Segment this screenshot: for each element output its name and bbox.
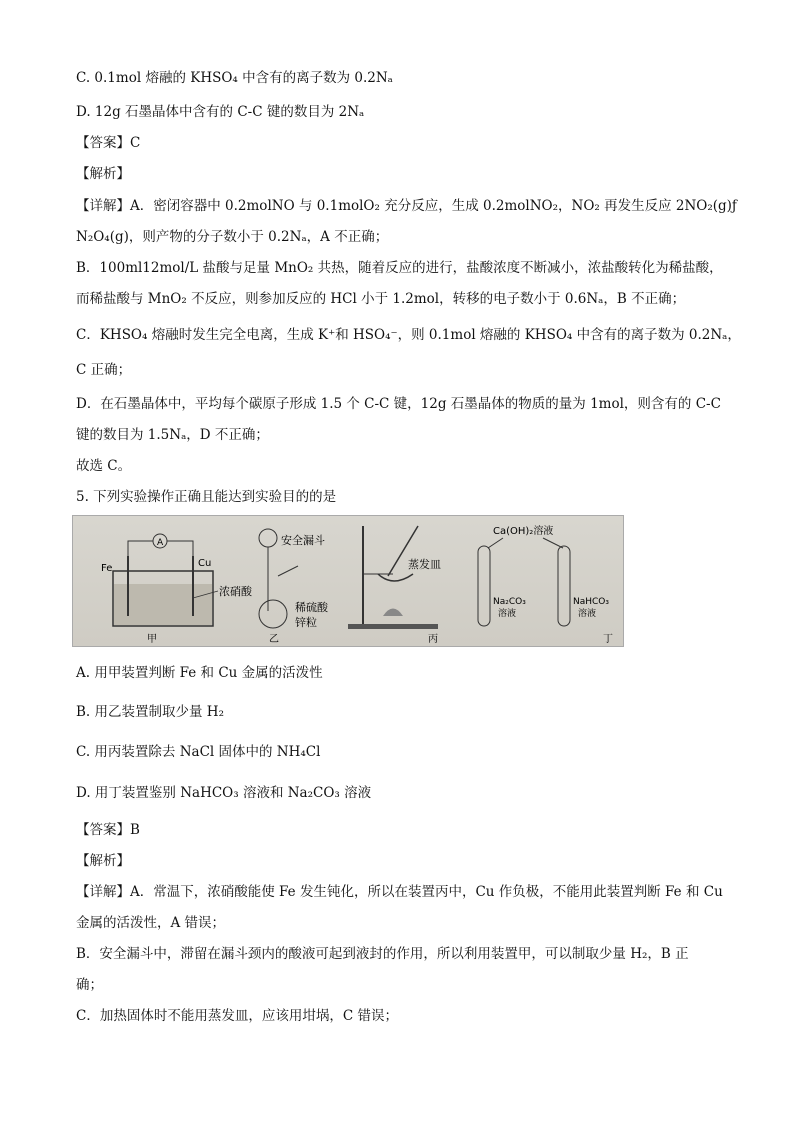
zinc-label: 锌粒	[295, 616, 317, 629]
dropper-2	[543, 538, 563, 548]
fe-label: Fe	[101, 563, 113, 574]
detail2-b-1: B．安全漏斗中，滞留在漏斗颈内的酸液可起到液封的作用，所以利用装置甲，可以制取少量 H₂，B 正	[76, 946, 689, 962]
detail-b-1: B．100ml12mol/L 盐酸与足量 MnO₂ 共热，随着反应的进行，盐酸浓度不断减小，浓盐酸转化为稀盐酸，	[76, 260, 723, 276]
detail-c-1: C．KHSO₄ 熔融时发生完全电离，生成 K⁺和 HSO₄⁻，则 0.1mol 熔融的 KHSO₄ 中含有的离子数为 0.2Nₐ，	[76, 327, 741, 343]
dish-label: 蒸发皿	[408, 558, 441, 571]
dilute-label: 稀硫酸	[295, 601, 328, 614]
apparatus-svg	[73, 516, 623, 646]
answer-1: 【答案】C	[76, 135, 141, 151]
analysis-1: 【解析】	[76, 166, 130, 182]
ammeter-label: A	[157, 538, 164, 548]
na2co3-label-2: 溶液	[498, 609, 517, 619]
nahco3-label-1: NaHCO₃	[573, 597, 609, 607]
alcohol-lamp	[383, 609, 403, 617]
option-d-prev: D. 12g 石墨晶体中含有的 C-C 键的数目为 2Nₐ	[76, 104, 365, 120]
apparatus-figure	[72, 515, 624, 647]
answer-2: 【答案】B	[76, 822, 140, 838]
conclusion: 故选 C。	[76, 458, 132, 474]
na2co3-label-1: Na₂CO₃	[493, 597, 526, 607]
question-5-title: 5. 下列实验操作正确且能达到实验目的的是	[76, 489, 337, 505]
acid-label: 浓硝酸	[219, 585, 252, 598]
safety-funnel-bulb	[259, 529, 277, 547]
choice-d: D. 用丁装置鉴别 NaHCO₃ 溶液和 Na₂CO₃ 溶液	[76, 785, 372, 801]
detail-c-2: C 正确；	[76, 362, 132, 378]
test-tube-2	[558, 546, 570, 626]
detail-d-2: 键的数目为 1.5Nₐ，D 不正确；	[76, 427, 269, 443]
detail-a-2: N₂O₄(g)，则产物的分子数小于 0.2Nₐ，A 不正确；	[76, 229, 389, 245]
detail2-b-2: 确；	[76, 977, 103, 993]
ding-label: 丁	[603, 634, 613, 645]
flask	[259, 600, 287, 628]
detail-d-1: D．在石墨晶体中，平均每个碳原子形成 1.5 个 C-C 键，12g 石墨晶体的物质的量为 1mol，则含有的 C-C	[76, 396, 721, 412]
yi-label: 乙	[269, 634, 279, 645]
caoh-label: Ca(OH)₂溶液	[493, 526, 554, 537]
test-tube-1	[478, 546, 490, 626]
choice-c: C. 用丙装置除去 NaCl 固体中的 NH₄Cl	[76, 744, 321, 760]
delivery-tube	[278, 566, 298, 576]
detail-a-1: 【详解】A．密闭容器中 0.2molNO 与 0.1molO₂ 充分反应，生成 0.2molNO₂，NO₂ 再发生反应 2NO₂(g)ƒ	[76, 198, 737, 214]
stand-base	[348, 624, 438, 629]
bing-label: 丙	[428, 634, 438, 645]
analysis-2: 【解析】	[76, 853, 130, 869]
option-c-prev: C. 0.1mol 熔融的 KHSO₄ 中含有的离子数为 0.2Nₐ	[76, 70, 393, 86]
detail2-a-2: 金属的活泼性，A 错误；	[76, 915, 226, 931]
evaporating-dish	[378, 574, 413, 581]
detail-b-2: 而稀盐酸与 MnO₂ 不反应，则参加反应的 HCl 小于 1.2mol，转移的电子数小于 0.6Nₐ，B 不正确；	[76, 291, 686, 307]
jia-label: 甲	[147, 634, 157, 645]
dropper-1	[488, 538, 503, 548]
choice-b: B. 用乙装置制取少量 H₂	[76, 704, 224, 720]
detail2-c: C．加热固体时不能用蒸发皿，应该用坩埚，C 错误；	[76, 1008, 398, 1024]
detail2-a-1: 【详解】A．常温下，浓硝酸能使 Fe 发生钝化，所以在装置丙中，Cu 作负极，不能用此装置判断 Fe 和 Cu	[76, 884, 723, 900]
funnel-label: 安全漏斗	[281, 534, 325, 547]
nahco3-label-2: 溶液	[578, 609, 597, 619]
cu-label: Cu	[198, 558, 212, 569]
choice-a: A. 用甲装置判断 Fe 和 Cu 金属的活泼性	[76, 665, 323, 681]
